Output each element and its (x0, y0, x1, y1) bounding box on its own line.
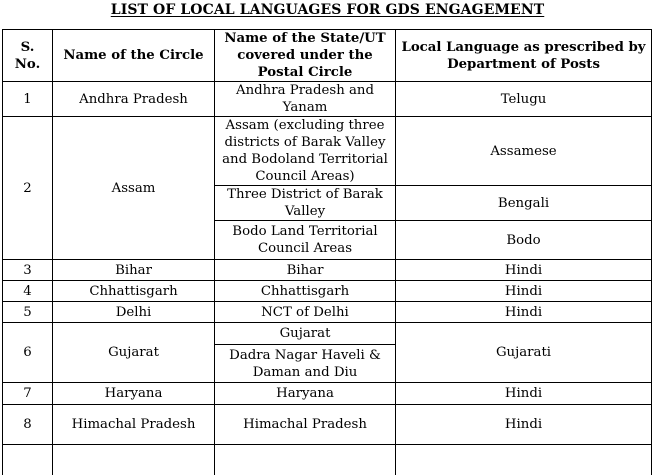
cell-state: Assam (excluding three districts of Barak Valley and Bodoland Territorial Council Areas) (215, 117, 396, 186)
cell-language: Bodo (396, 221, 652, 260)
cell-language: Assamese (396, 117, 652, 186)
cell-language: Bengali (396, 186, 652, 221)
cell-sno: 6 (3, 323, 53, 383)
header-language: Local Language as prescribed by Department of Posts (396, 30, 652, 82)
table-row (3, 260, 652, 281)
cell-state: Bodo Land Territorial Council Areas (215, 221, 396, 260)
cell-sno: 1 (3, 82, 53, 117)
cell-language: Hindi (396, 405, 652, 445)
cell-sno: 8 (3, 405, 53, 445)
cell-state: Andhra Pradesh and Yanam (215, 82, 396, 117)
cell-sno: 4 (3, 281, 53, 302)
cell-language: Hindi (396, 302, 652, 323)
cell-circle: Chhattisgarh (53, 281, 215, 302)
cell-circle: Gujarat (53, 323, 215, 383)
cell-language: Hindi (396, 281, 652, 302)
cell-circle: Himachal Pradesh (53, 405, 215, 445)
cell-state: Chhattisgarh (215, 281, 396, 302)
cell-state: Haryana (215, 383, 396, 405)
cell-sno: 5 (3, 302, 53, 323)
header-row (3, 30, 652, 82)
header-state: Name of the State/UT covered under the Postal Circle (215, 30, 396, 82)
document-title: LIST OF LOCAL LANGUAGES FOR GDS ENGAGEMENT (110, 2, 545, 18)
cell-language: Hindi (396, 260, 652, 281)
cell-state: Gujarat (215, 323, 396, 345)
cell-state: Three District of Barak Valley (215, 186, 396, 221)
cell-empty (215, 445, 396, 475)
cell-empty (396, 445, 652, 475)
cell-circle: Delhi (53, 302, 215, 323)
cell-language: Telugu (396, 82, 652, 117)
cell-language: Gujarati (396, 323, 652, 383)
table-row (3, 405, 652, 445)
table-row (3, 323, 652, 345)
cell-language: Hindi (396, 383, 652, 405)
table-row (3, 281, 652, 302)
cell-state: NCT of Delhi (215, 302, 396, 323)
table-row (3, 302, 652, 323)
cell-sno: 3 (3, 260, 53, 281)
cell-sno: 7 (3, 383, 53, 405)
cell-sno: 2 (3, 117, 53, 260)
table-row (3, 383, 652, 405)
header-sno: S. No. (3, 30, 53, 82)
languages-table (2, 29, 652, 475)
cell-circle: Haryana (53, 383, 215, 405)
header-circle: Name of the Circle (53, 30, 215, 82)
cell-empty (53, 445, 215, 475)
cell-empty (3, 445, 53, 475)
cell-state: Himachal Pradesh (215, 405, 396, 445)
table-row (3, 117, 652, 186)
cell-state: Bihar (215, 260, 396, 281)
table-row (3, 82, 652, 117)
cell-circle: Andhra Pradesh (53, 82, 215, 117)
cell-state: Dadra Nagar Haveli & Daman and Diu (215, 345, 396, 383)
cell-circle: Assam (53, 117, 215, 260)
table-row-partial (3, 445, 652, 475)
cell-circle: Bihar (53, 260, 215, 281)
